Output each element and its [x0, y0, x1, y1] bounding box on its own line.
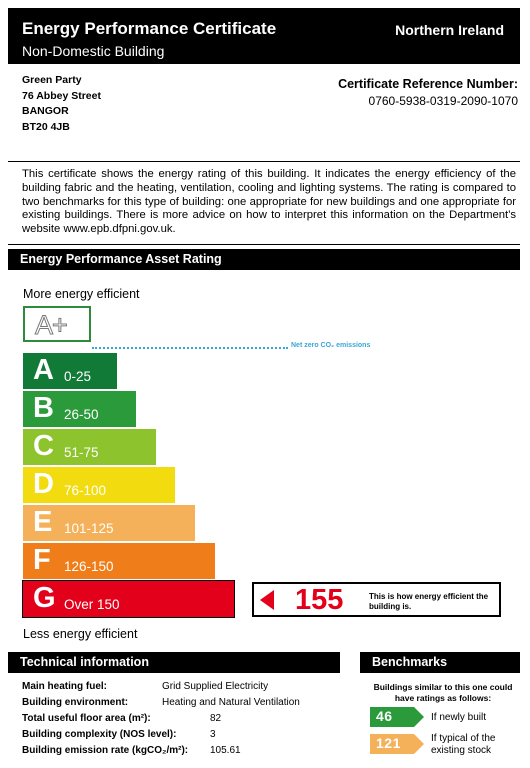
benchmark-new-label: If newly built: [431, 712, 487, 723]
address-line: Green Party: [22, 74, 82, 86]
aplus-label: A+: [35, 310, 67, 340]
band-letter: C: [33, 430, 54, 462]
divider: [8, 161, 520, 162]
certificate-title: Energy Performance Certificate: [22, 19, 277, 38]
tech-value: Heating and Natural Ventilation: [162, 697, 300, 708]
band-letter: F: [33, 544, 51, 576]
band-range: 126-150: [64, 559, 114, 574]
band-b: [23, 391, 136, 427]
benchmark-existing-label: If typical of the existing stock: [431, 733, 496, 756]
less-efficient-label: Less energy efficient: [23, 627, 138, 641]
certificate-subtitle: Non-Domestic Building: [22, 43, 165, 59]
tech-value: Grid Supplied Electricity: [162, 681, 269, 692]
tech-label: Main heating fuel:: [22, 681, 107, 692]
band-c: [23, 429, 156, 465]
rating-pointer-icon: [260, 590, 274, 610]
band-range: 0-25: [64, 369, 92, 384]
technical-info-header: Technical information: [8, 652, 340, 673]
benchmark-existing: [370, 734, 424, 754]
region-label: Northern Ireland: [395, 22, 504, 38]
band-g: [23, 581, 234, 617]
address-line: 76 Abbey Street: [22, 89, 101, 102]
address-line: BT20 4JB: [22, 120, 70, 133]
band-letter: G: [33, 582, 56, 614]
current-rating-description: This is how energy efficient the building is.: [369, 592, 489, 611]
asset-rating-header: Energy Performance Asset Rating: [8, 249, 520, 270]
certificate-reference-label: Certificate Reference Number:: [338, 77, 518, 91]
benchmark-existing-value: 121: [376, 735, 401, 751]
band-d: [23, 467, 175, 503]
current-rating-value: 155: [295, 584, 344, 616]
tech-value: 82: [210, 713, 222, 724]
band-a: [23, 353, 117, 389]
band-range: Over 150: [64, 597, 120, 612]
tech-label: Building emission rate (kgCO₂/m²):: [22, 745, 189, 756]
building-address: [22, 73, 101, 135]
band-range: 51-75: [64, 445, 99, 460]
band-letter: B: [33, 392, 54, 424]
certificate-header: [8, 8, 520, 64]
benchmarks-header: Benchmarks: [360, 652, 520, 673]
certificate-reference-number: 0760-5938-0319-2090-1070: [368, 94, 518, 108]
current-rating-box: [252, 582, 501, 617]
band-letter: D: [33, 468, 54, 500]
tech-value: 3: [210, 729, 216, 740]
net-zero-line: [92, 347, 288, 349]
certificate-reference: [338, 77, 518, 108]
tech-label: Total useful floor area (m²):: [22, 713, 151, 724]
intro-paragraph: This certificate shows the energy rating of this building. It indicates the energy efficiency of the building fabric and the heating, ventilation, cooling and lighting systems. The rating is compared to two benchmarks for this type of building: one appropriate for new buildings and one appropriate for existing buildings. There is more advice on how to interpret this information on the Department's website www.epb.dfpni.gov.uk.: [22, 168, 516, 236]
benchmark-new: [370, 707, 424, 727]
band-letter: E: [33, 506, 53, 538]
tech-label: Building complexity (NOS level):: [22, 729, 177, 740]
aplus-band: [23, 306, 91, 342]
divider: [8, 244, 520, 245]
more-efficient-label: More energy efficient: [23, 287, 140, 301]
net-zero-label: Net zero CO₂ emissions: [291, 342, 371, 349]
band-letter: A: [33, 354, 54, 386]
tech-value: 105.61: [210, 745, 241, 756]
band-range: 76-100: [64, 483, 107, 498]
benchmark-new-value: 46: [376, 708, 393, 724]
address-line: BANGOR: [22, 105, 69, 117]
band-f: [23, 543, 215, 579]
benchmarks-intro: Buildings similar to this one could have ratings as follows:: [373, 682, 513, 703]
band-range: 101-125: [64, 521, 114, 536]
tech-label: Building environment:: [22, 697, 129, 708]
band-range: 26-50: [64, 407, 99, 422]
band-e: [23, 505, 195, 541]
